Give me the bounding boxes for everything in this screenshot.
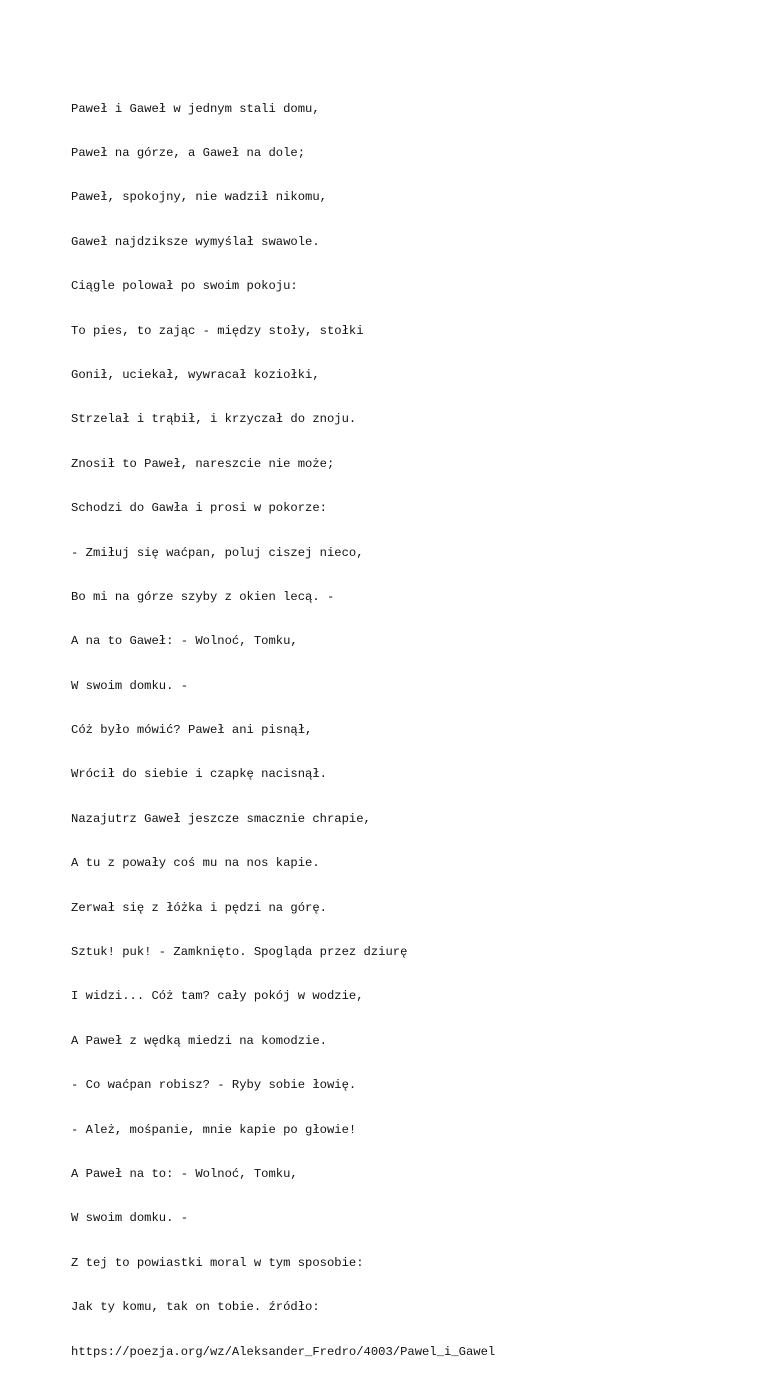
poem-line-20: Sztuk! puk! - Zamknięto. Spogląda przez dziurę [71, 945, 408, 960]
poem-line-25: A Paweł na to: - Wolnoć, Tomku, [71, 1166, 298, 1181]
poem-line-1: Paweł i Gaweł w jednym stali domu, [71, 101, 320, 116]
poem-line-19: Zerwał się z łóżka i pędzi na górę. [71, 900, 327, 915]
poem-line-23: - Co waćpan robisz? - Ryby sobie łowię. [71, 1078, 357, 1093]
poem-line-16: Wrócił do siebie i czapkę nacisnął. [71, 767, 327, 782]
poem-line-4: Gaweł najdziksze wymyślał swawole. [71, 234, 320, 249]
poem-line-12: Bo mi na górze szyby z okien lecą. - [71, 589, 335, 604]
poem-line-9: Znosił to Paweł, nareszcie nie może; [71, 456, 335, 471]
poem-line-11: - Zmiłuj się waćpan, poluj ciszej nieco, [71, 545, 364, 560]
poem-line-24: - Ależ, mośpanie, mnie kapie po głowie! [71, 1122, 357, 1137]
poem-line-13: A na to Gaweł: - Wolnoć, Tomku, [71, 634, 298, 649]
poem-line-10: Schodzi do Gawła i prosi w pokorze: [71, 501, 327, 516]
poem-line-22: A Paweł z wędką miedzi na komodzie. [71, 1033, 327, 1048]
source-url-line: https://poezja.org/wz/Aleksander_Fredro/4003/Pawel_i_Gawel [71, 1344, 496, 1359]
poem-line-7: Gonił, uciekał, wywracał koziołki, [71, 367, 320, 382]
poem-line-18: A tu z powały coś mu na nos kapie. [71, 856, 320, 871]
poem-line-8: Strzelał i trąbił, i krzyczał do znoju. [71, 412, 357, 427]
poem-text-block [71, 72, 495, 1389]
poem-line-2: Paweł na górze, a Gaweł na dole; [71, 145, 306, 160]
poem-line-17: Nazajutrz Gaweł jeszcze smacznie chrapie, [71, 811, 371, 826]
poem-line-15: Cóż było mówić? Paweł ani pisnął, [71, 723, 313, 738]
poem-line-27: Z tej to powiastki moral w tym sposobie: [71, 1255, 364, 1270]
poem-line-3: Paweł, spokojny, nie wadził nikomu, [71, 190, 327, 205]
poem-line-28: Jak ty komu, tak on tobie. źródło: [71, 1300, 320, 1315]
poem-line-26: W swoim domku. - [71, 1211, 189, 1226]
poem-line-6: To pies, to zając - między stoły, stołki [71, 323, 364, 338]
poem-line-5: Ciągle polował po swoim pokoju: [71, 279, 298, 294]
poem-line-21: I widzi... Cóż tam? cały pokój w wodzie, [71, 989, 364, 1004]
poem-line-14: W swoim domku. - [71, 678, 189, 693]
